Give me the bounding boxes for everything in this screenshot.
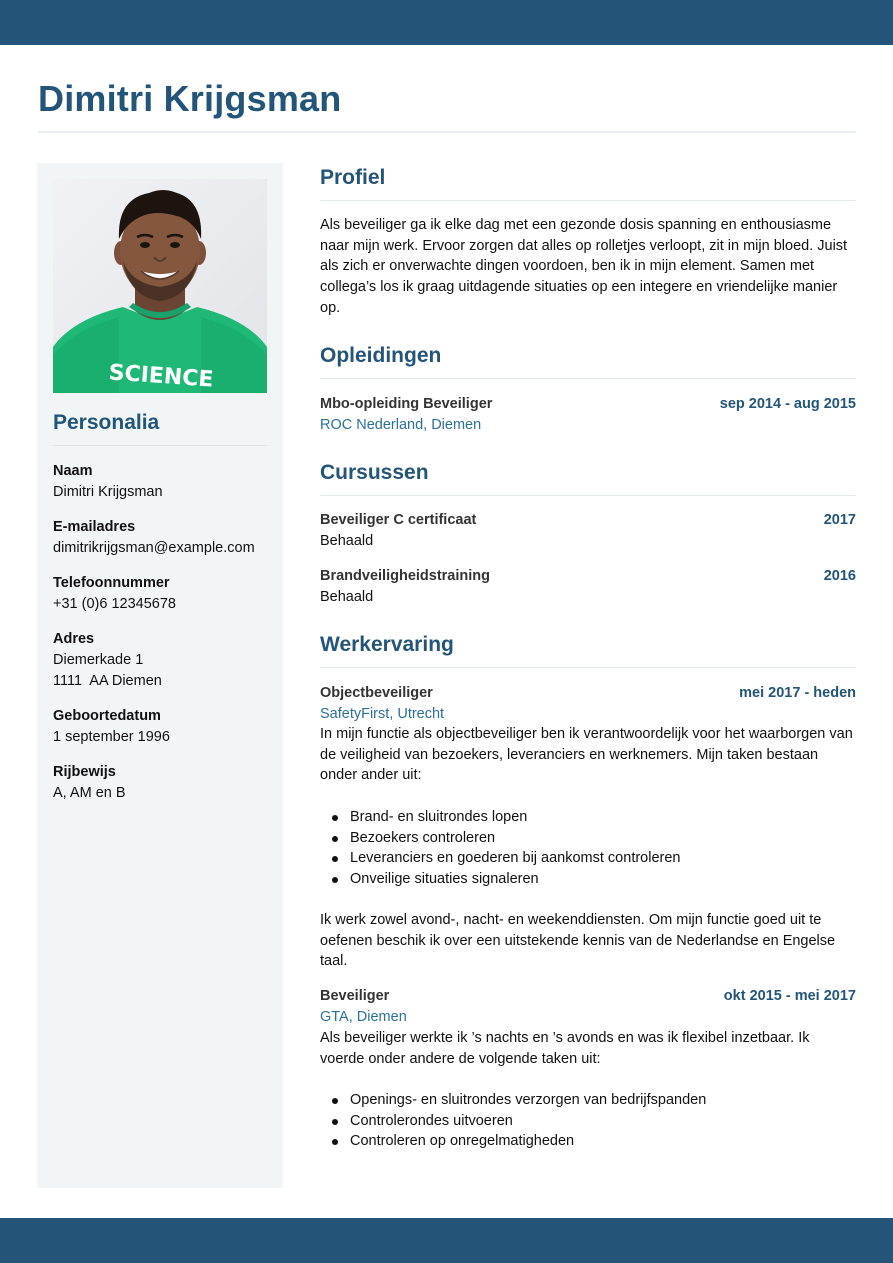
werk-title: Beveiliger (320, 988, 390, 1004)
werk-task-list (320, 807, 856, 890)
personalia-email (53, 517, 273, 559)
cursus-entry (320, 566, 856, 587)
rijbewijs-label: Rijbewijs (53, 764, 116, 780)
werkervaring-heading: Werkervaring (320, 633, 454, 656)
cursussen-heading: Cursussen (320, 461, 429, 484)
list-item: Leveranciers en goederen bij aankomst controleren (320, 848, 856, 869)
cursus-date: 2017 (823, 512, 856, 528)
personalia-geboortedatum (53, 706, 273, 748)
werk-task-list (320, 1090, 856, 1152)
opleiding-entry (320, 394, 856, 415)
opleiding-date: sep 2014 - aug 2015 (719, 396, 856, 412)
opleiding-title: Mbo-opleiding Beveiliger (320, 396, 493, 412)
cursus-entry (320, 510, 856, 531)
werk-intro: Als beveiliger werkte ik ’s nachts en ’s avonds en was ik flexibel inzetbaar. Ik voerde onder andere de volgende taken uit: (320, 1030, 810, 1067)
cursus-status: Behaald (320, 533, 374, 549)
personalia-rijbewijs (53, 762, 273, 804)
bottom-banner (0, 1218, 893, 1263)
adres-line2: 1111 AA Diemen (53, 672, 162, 689)
cursus-title: Brandveiligheidstraining (320, 568, 490, 584)
profiel-text: Als beveiliger ga ik elke dag met een gezonde dosis spanning en enthousiasme naar mijn werk. Ervoor zorgen dat alles op rolletjes verloopt, zit in mijn bloed. Juist als zich er onverwachte dingen voordoen, ben ik in mijn element. Samen met collega’s los ik graag uitdagende situaties op een integere en vriendelijke manier op. (320, 217, 848, 316)
cursus-title: Beveiliger C certificaat (320, 512, 477, 528)
werk-employer: GTA, Diemen (320, 1009, 407, 1025)
adres-label: Adres (53, 631, 95, 647)
title-divider (38, 131, 856, 133)
page-title: Dimitri Krijgsman (38, 78, 342, 119)
profiel-heading: Profiel (320, 166, 386, 189)
list-item: Bezoekers controleren (320, 828, 856, 849)
cursussen-divider (320, 495, 856, 496)
list-item: Onveilige situaties signaleren (320, 869, 856, 890)
werk-outro: Ik werk zowel avond-, nacht- en weekenddiensten. Om mijn functie goed uit te oefenen beschik ik over een uitstekende kennis van de Nederlandse en Engelse taal. (320, 912, 836, 970)
cursus-status: Behaald (320, 589, 374, 605)
naam-value: Dimitri Krijgsman (53, 483, 163, 500)
svg-text:SCIENCE: SCIENCE (107, 360, 215, 393)
werkervaring-divider (320, 667, 856, 668)
cursus-date: 2016 (823, 568, 856, 584)
rijbewijs-value: A, AM en B (53, 784, 126, 801)
personalia-telefoon (53, 573, 273, 615)
werk-title: Objectbeveiliger (320, 685, 433, 701)
geboortedatum-label: Geboortedatum (53, 708, 161, 724)
profiel-divider (320, 200, 856, 201)
telefoon-label: Telefoonnummer (53, 575, 170, 591)
telefoon-value: +31 (0)6 12345678 (53, 595, 176, 612)
personalia-adres (53, 629, 273, 691)
personalia-heading: Personalia (53, 411, 160, 434)
personalia-divider (53, 445, 267, 446)
opleidingen-heading: Opleidingen (320, 344, 442, 367)
werk-employer: SafetyFirst, Utrecht (320, 706, 445, 722)
werk-entry (320, 683, 856, 704)
profile-photo (53, 179, 267, 393)
list-item: Controleren op onregelmatigheden (320, 1131, 856, 1152)
werk-intro: In mijn functie als objectbeveiliger ben ik verantwoordelijk voor het waarborgen van de veiligheid van bezoekers, leveranciers en werknemers. Mijn taken bestaan onder ander uit: (320, 726, 853, 784)
top-banner (0, 0, 893, 45)
email-value: dimitrikrijgsman@example.com (53, 539, 255, 556)
list-item: Openings- en sluitrondes verzorgen van bedrijfspanden (320, 1090, 856, 1111)
naam-label: Naam (53, 463, 93, 479)
list-item: Controlerondes uitvoeren (320, 1111, 856, 1132)
geboortedatum-value: 1 september 1996 (53, 728, 170, 745)
adres-line1: Diemerkade 1 (53, 651, 144, 668)
profile-photo-icon (53, 179, 267, 393)
email-label: E-mailadres (53, 519, 136, 535)
werk-date: mei 2017 - heden (739, 685, 856, 701)
list-item: Brand- en sluitrondes lopen (320, 807, 856, 828)
opleidingen-divider (320, 378, 856, 379)
werk-date: okt 2015 - mei 2017 (723, 988, 856, 1004)
werk-entry (320, 986, 856, 1007)
personalia-naam (53, 461, 273, 503)
opleiding-school: ROC Nederland, Diemen (320, 417, 482, 433)
